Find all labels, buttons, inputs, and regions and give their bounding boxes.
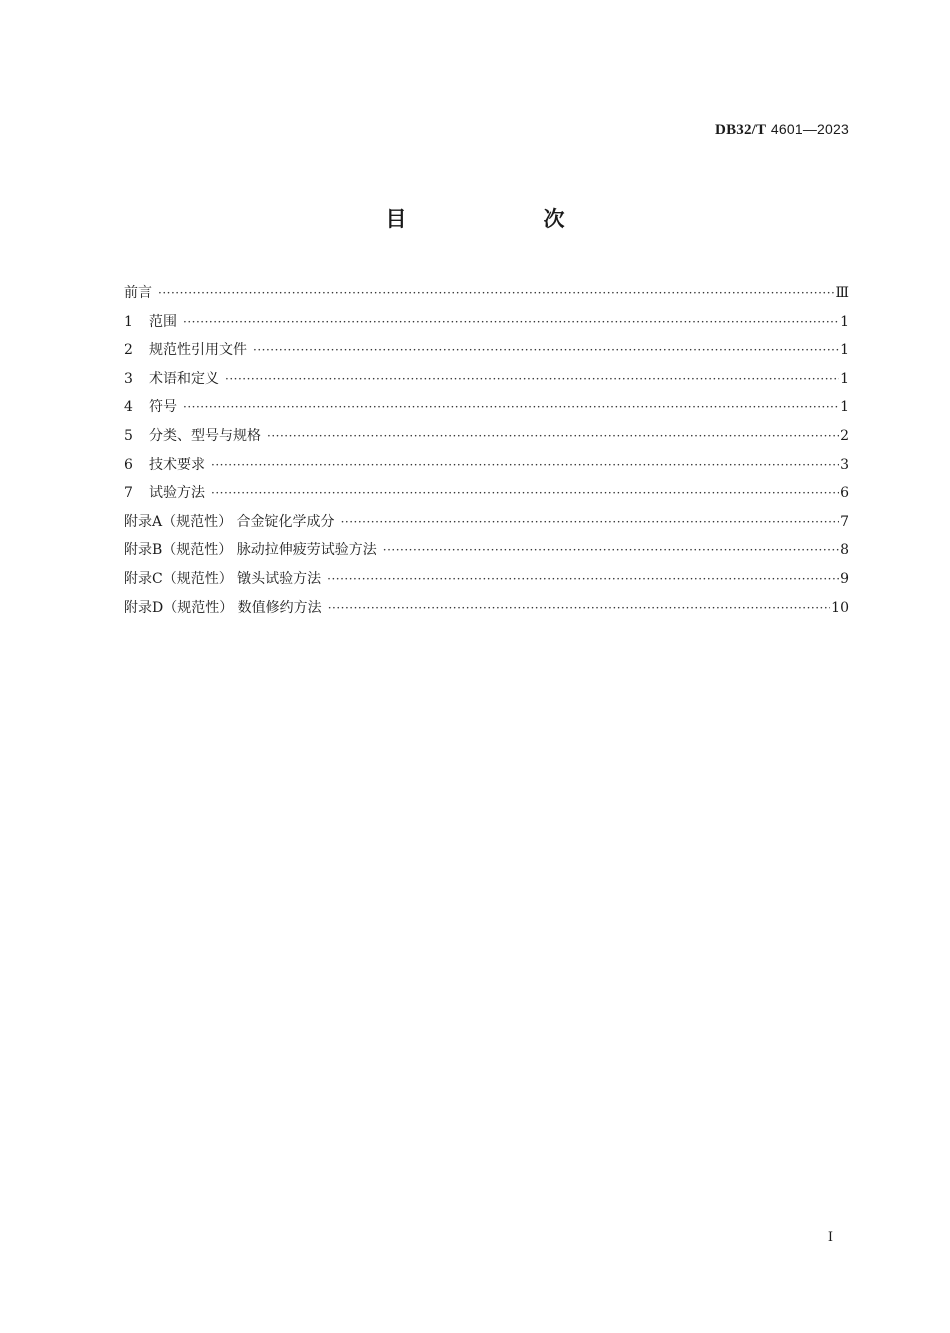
toc-leader-dots bbox=[341, 508, 840, 537]
toc-entry-4[interactable] bbox=[124, 393, 849, 422]
toc-entry-label: 符号 bbox=[149, 399, 177, 416]
toc-leader-dots bbox=[183, 393, 839, 422]
toc-entry-label: 附录B（规范性） 脉动拉伸疲劳试验方法 bbox=[124, 542, 377, 559]
toc-leader-dots bbox=[211, 451, 839, 480]
toc-entry-number: 1 bbox=[124, 313, 133, 330]
toc-leader-dots bbox=[211, 479, 839, 508]
toc-entry-number: 6 bbox=[124, 456, 133, 473]
toc-entry-label: 分类、型号与规格 bbox=[149, 427, 261, 444]
toc-entry-1[interactable] bbox=[124, 308, 849, 337]
toc-entry-label: 附录C（规范性） 镦头试验方法 bbox=[124, 570, 322, 587]
toc-entry-page: 3 bbox=[840, 456, 849, 473]
standard-code-number: 4601—2023 bbox=[770, 121, 849, 137]
toc-entry-appendix-a[interactable] bbox=[124, 508, 849, 537]
toc-leader-dots bbox=[327, 565, 839, 594]
toc-entry-label: 附录A（规范性） 合金锭化学成分 bbox=[124, 513, 335, 530]
toc-entry-5[interactable] bbox=[124, 422, 849, 451]
toc-leader-dots bbox=[158, 279, 834, 308]
toc-entry-number: 3 bbox=[124, 370, 133, 387]
toc-entry-label: 试验方法 bbox=[149, 485, 205, 502]
toc-entry-label: 规范性引用文件 bbox=[149, 342, 247, 359]
toc-entry-appendix-c[interactable] bbox=[124, 565, 849, 594]
toc-entry-label: 附录D（规范性） 数值修约方法 bbox=[124, 599, 322, 616]
toc-entry-page: 7 bbox=[840, 513, 849, 530]
toc-entry-number: 5 bbox=[124, 427, 133, 444]
toc-entry-number: 7 bbox=[124, 485, 133, 502]
toc-entry-page: 1 bbox=[840, 342, 849, 359]
toc-leader-dots bbox=[383, 536, 839, 565]
toc-entry-label: 范围 bbox=[149, 313, 177, 330]
toc-entry-page: 1 bbox=[840, 313, 849, 330]
page-title: 目 次 bbox=[385, 207, 623, 231]
table-of-contents bbox=[124, 279, 849, 622]
toc-entry-2[interactable] bbox=[124, 336, 849, 365]
toc-entry-page: 8 bbox=[840, 542, 849, 559]
toc-entry-page: 9 bbox=[840, 570, 849, 587]
toc-leader-dots bbox=[267, 422, 839, 451]
toc-entry-page: 2 bbox=[840, 427, 849, 444]
page-number: I bbox=[827, 1230, 833, 1245]
toc-entry-number: 4 bbox=[124, 399, 133, 416]
toc-entry-label: 前言 bbox=[124, 285, 152, 301]
toc-entry-3[interactable] bbox=[124, 365, 849, 394]
toc-leader-dots bbox=[183, 308, 839, 337]
toc-leader-dots bbox=[328, 594, 830, 623]
toc-entry-7[interactable] bbox=[124, 479, 849, 508]
toc-leader-dots bbox=[225, 365, 839, 394]
toc-entry-label: 技术要求 bbox=[149, 456, 205, 473]
toc-entry-page: Ⅲ bbox=[835, 285, 849, 301]
toc-entry-page: 1 bbox=[840, 370, 849, 387]
toc-entry-page: 1 bbox=[840, 399, 849, 416]
standard-code bbox=[715, 121, 849, 139]
toc-entry-page: 6 bbox=[840, 485, 849, 502]
toc-entry-number: 2 bbox=[124, 342, 133, 359]
toc-entry-appendix-d[interactable] bbox=[124, 594, 849, 623]
toc-entry-appendix-b[interactable] bbox=[124, 536, 849, 565]
standard-code-prefix: DB32/T bbox=[715, 122, 767, 138]
toc-entry-6[interactable] bbox=[124, 451, 849, 480]
toc-entry-page: 10 bbox=[831, 599, 849, 616]
toc-entry-foreword[interactable] bbox=[124, 279, 849, 308]
toc-leader-dots bbox=[253, 336, 839, 365]
toc-entry-label: 术语和定义 bbox=[149, 370, 219, 387]
